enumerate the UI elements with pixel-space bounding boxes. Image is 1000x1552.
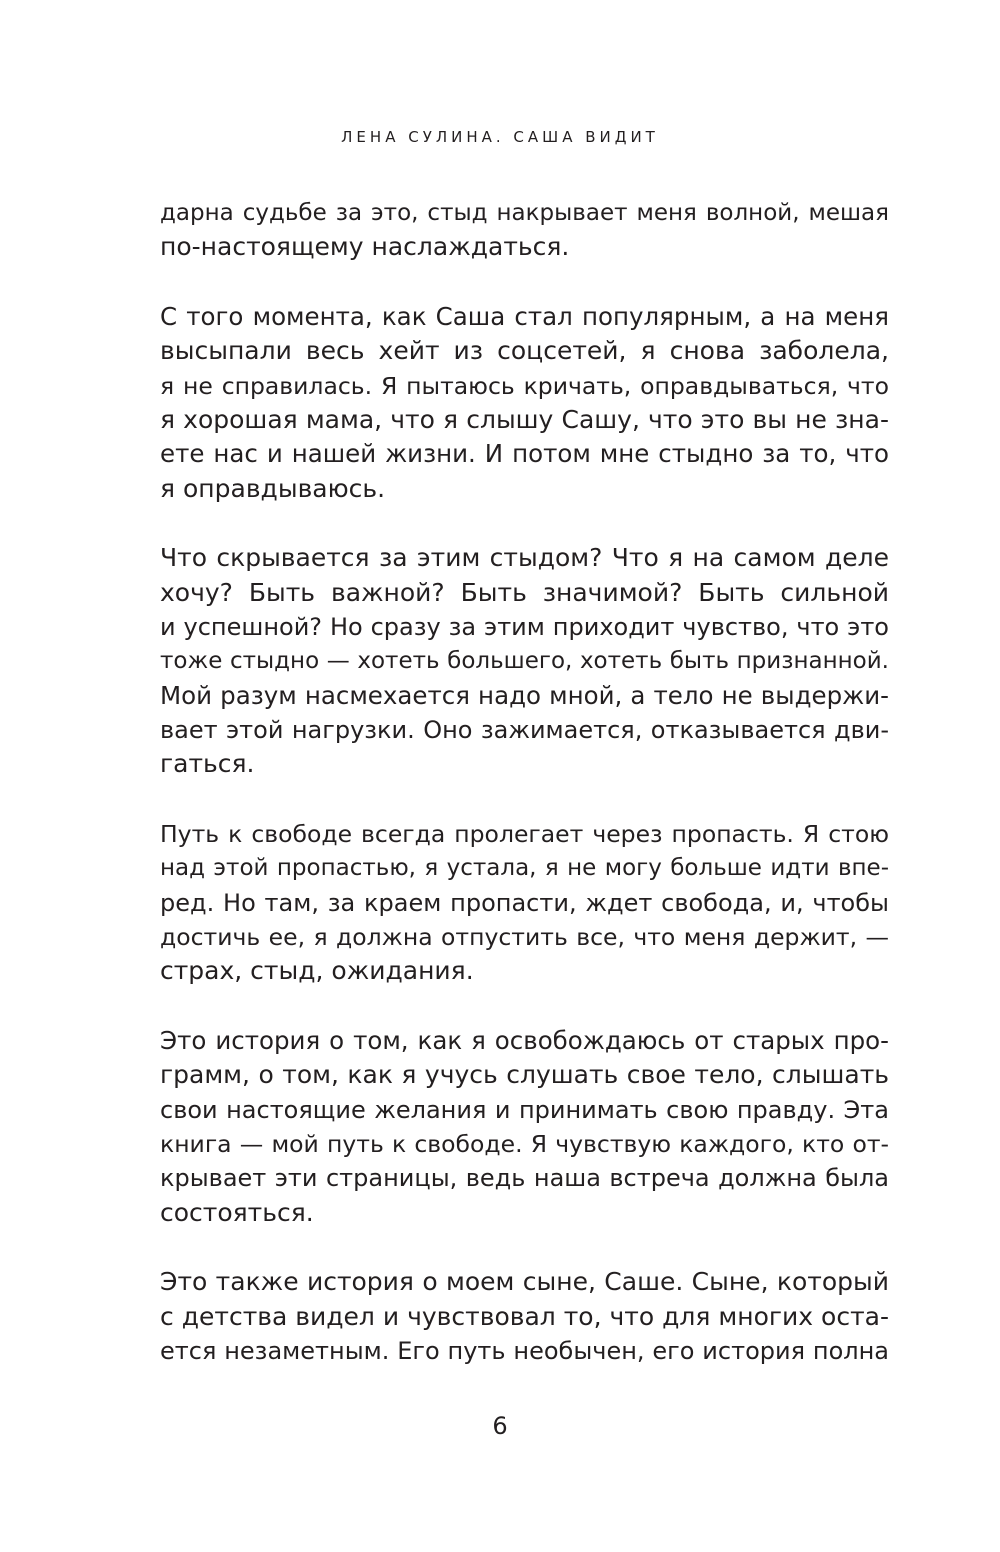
text-line: я оправдываюсь. [160,473,386,503]
text-line: гаться. [160,749,255,779]
paragraph-2 [160,300,889,506]
running-header: ЛЕНА СУЛИНА. САША ВИДИТ [341,128,659,146]
text-line: тоже стыдно — хотеть большего, хотеть быть признанной. [160,648,889,675]
text-line: достичь ее, я должна отпустить все, что меня держит, — [160,923,889,952]
paragraph-4 [160,817,889,989]
paragraph-3 [160,541,889,782]
text-line: Путь к свободе всегда пролегает через пропасть. Я стою [160,819,889,848]
text-line: хочу? Быть важной? Быть значимой? Быть сильной [160,577,889,607]
text-line: высыпали весь хейт из соцсетей, я снова заболела, [160,336,889,366]
text-line: Что скрывается за этим стыдом? Что я на самом деле [160,543,889,573]
paragraph-6 [160,1265,889,1368]
text-line: ред. Но там, за краем пропасти, ждет свобода, и, чтобы [160,888,889,917]
text-line: грамм, о том, как я учусь слушать свое тело, слышать [160,1060,889,1090]
text-line: ете нас и нашей жизни. И потом мне стыдно за то, что [160,439,889,469]
text-line: книга — мой путь к свободе. Я чувствую каждого, кто от- [160,1129,889,1158]
page-number: 6 [492,1412,508,1440]
text-line: я не справилась. Я пытаюсь кричать, оправдываться, что [160,371,889,400]
text-line: свои настоящие желания и принимать свою правду. Эта [160,1095,889,1124]
text-line: над этой пропастью, я устала, я не могу больше идти впе- [160,855,889,882]
text-line: состояться. [160,1197,314,1227]
text-line: С того момента, как Саша стал популярным, а на меня [160,301,889,331]
text-line: по-настоящему наслаждаться. [160,232,570,262]
text-line: с детства видел и чувствовал то, что для многих оста- [160,1301,889,1331]
text-line: дарна судьбе за это, стыд накрывает меня волной, мешая [160,200,889,226]
paragraph-5 [160,1024,889,1230]
text-line: крывает эти страницы, ведь наша встреча должна была [160,1164,889,1193]
text-line: вает этой нагрузки. Оно зажимается, отказывается дви- [160,716,889,745]
text-line: и успешной? Но сразу за этим приходит чувство, что это [160,612,889,641]
text-line: Это также история о моем сыне, Саше. Сыне, который [160,1267,889,1297]
text-line: ется незаметным. Его путь необычен, его история полна [160,1336,889,1365]
text-line: Мой разум насмехается надо мной, а тело не выдержи- [160,680,889,710]
paragraph-1 [160,196,889,265]
text-line: я хорошая мама, что я слышу Сашу, что это вы не зна- [160,404,889,434]
body-text [160,196,889,1403]
text-line: Это история о том, как я освобождаюсь от старых про- [160,1025,889,1055]
text-line: страх, стыд, ожидания. [160,956,474,986]
